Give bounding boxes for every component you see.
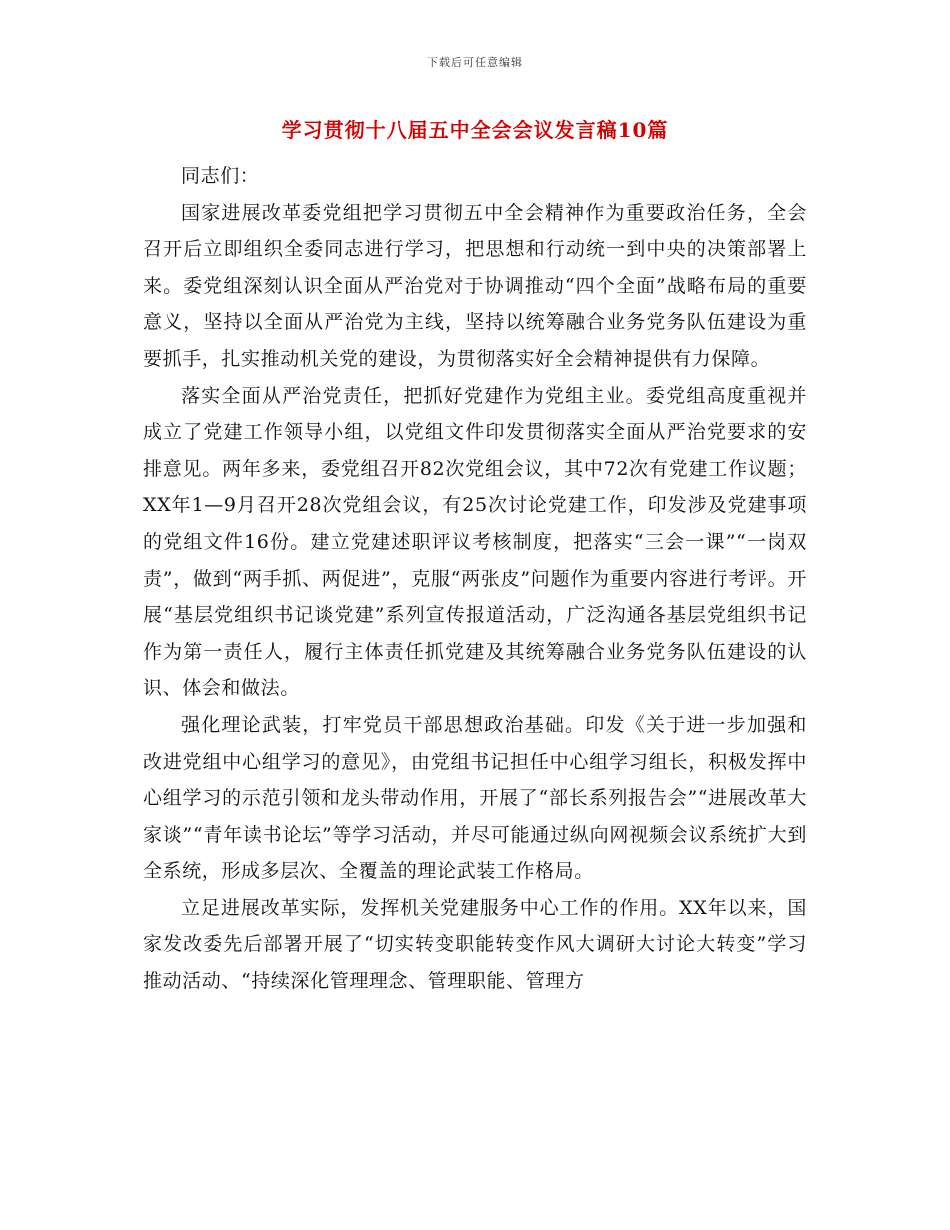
salutation: 同志们： [181, 165, 260, 187]
paragraph-2: 落实全面从严治党责任，把抓好党建作为党组主业。委党组高度重视并成立了党建工作领导小组，以党组文件印发贯彻落实全面从严治党要求的安排意见。两年多来，委党组召开82次党组会议，其中72次有党建工作议题；XX年1—9月召开28次党组会议，有25次讨论党建工作，印发涉及党建事项的党组文件16份。建立党建述职评议考核制度，把落实“三会一课”“一岗双责”，做到“两手抓、两促进”，克服“两张皮”问题作为重要内容进行考评。开展“基层党组织书记谈党建”系列宣传报道活动，广泛沟通各基层党组织书记作为第一责任人，履行主体责任抓党建及其统筹融合业务党务队伍建设的认识、体会和做法。 [143, 384, 807, 700]
document-title: 学习贯彻十八届五中全会会议发言稿10篇 [281, 118, 669, 142]
paragraph-3: 强化理论武装，打牢党员干部思想政治基础。印发《关于进一步加强和改进党组中心组学习的意见》，由党组书记担任中心组学习组长，积极发挥中心组学习的示范引领和龙头带动作用，开展了“部长系列报告会”“进展改革大家谈”“青年读书论坛”等学习活动，并尽可能通过纵向网视频会议系统扩大到全系统，形成多层次、全覆盖的理论武装工作格局。 [143, 713, 807, 883]
paragraph-4: 立足进展改革实际，发挥机关党建服务中心工作的作用。XX年以来，国家发改委先后部署开展了“切实转变职能转变作风大调研大讨论大转变”学习推动活动、“持续深化管理理念、管理职能、管理方 [143, 896, 807, 993]
document-body [143, 158, 807, 1000]
paragraph-1: 国家进展改革委党组把学习贯彻五中全会精神作为重要政治任务，全会召开后立即组织全委同志进行学习，把思想和行动统一到中央的决策部署上来。委党组深刻认识全面从严治党对于协调推动“四个全面”战略布局的重要意义，坚持以全面从严治党为主线，坚持以统筹融合业务党务队伍建设为重要抓手，扎实推动机关党的建设，为贯彻落实好全会精神提供有力保障。 [143, 201, 807, 370]
header-note: 下载后可任意编辑 [427, 56, 523, 69]
